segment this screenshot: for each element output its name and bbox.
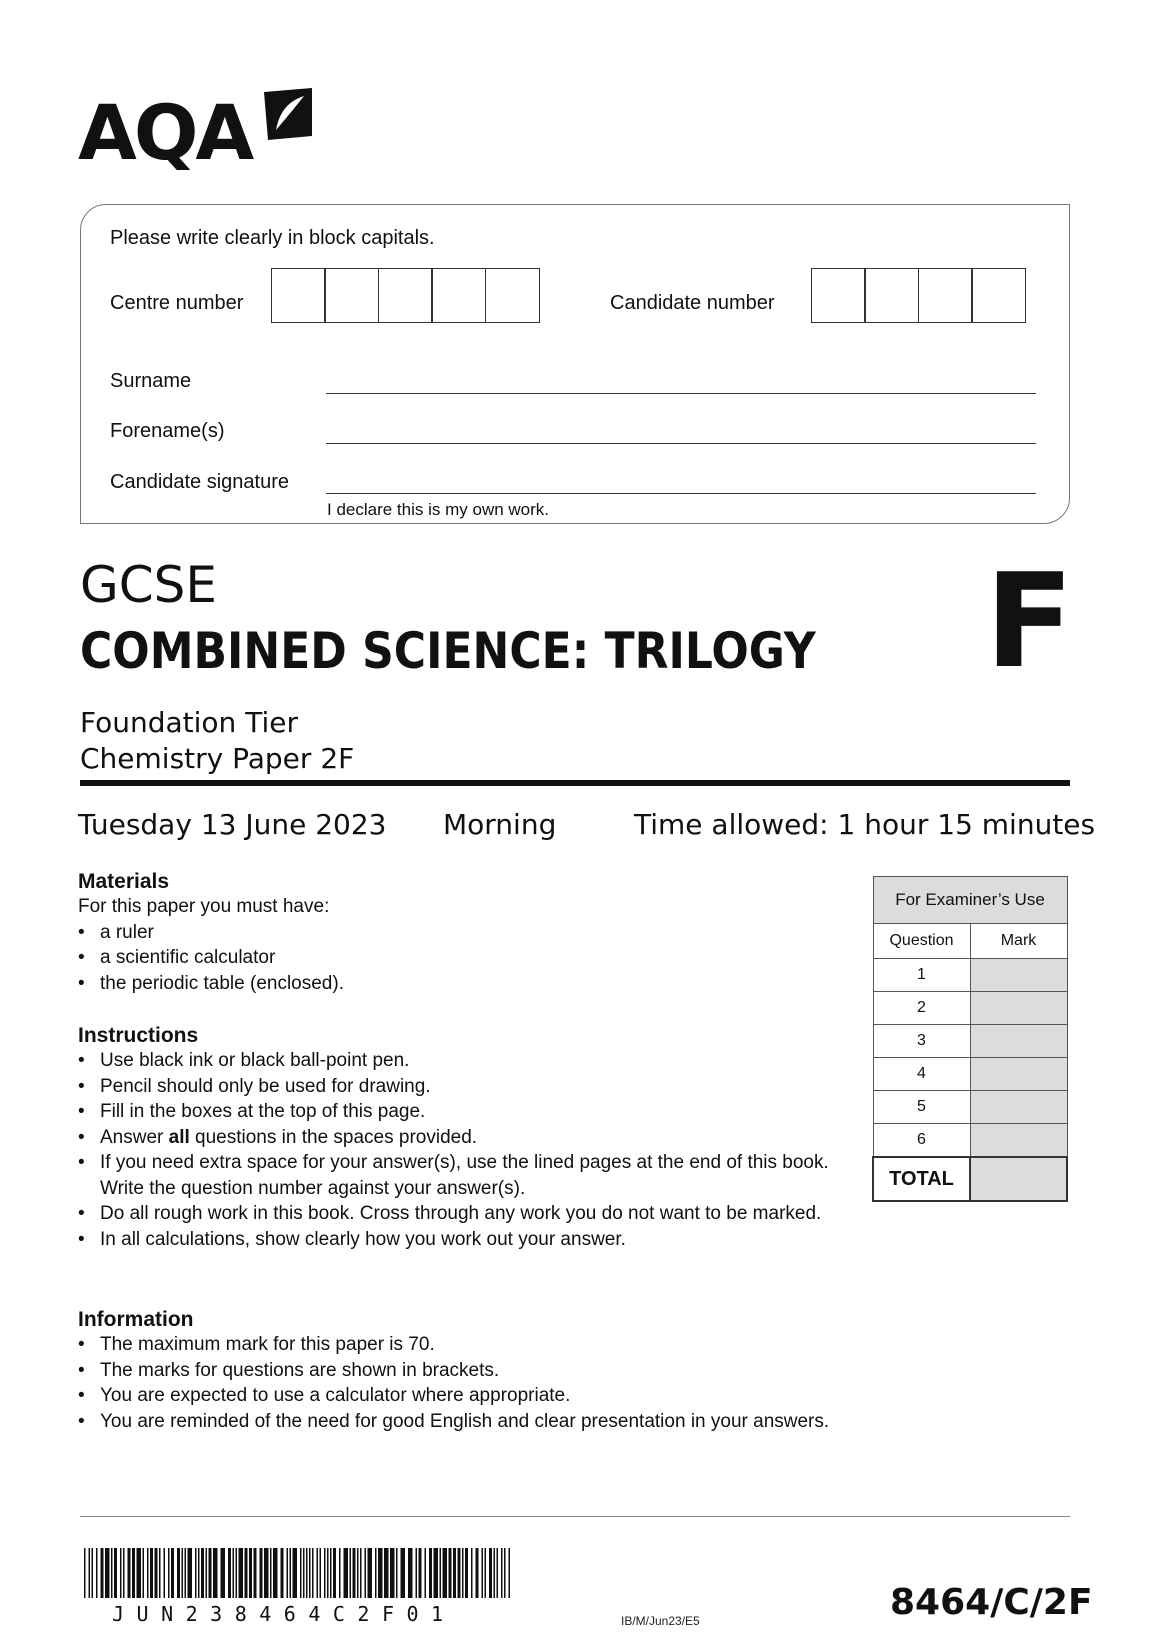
list-item: • In all calculations, show clearly how you work out your answer. xyxy=(78,1227,846,1253)
signature-field[interactable] xyxy=(326,493,1036,494)
table-row xyxy=(873,959,1067,992)
centre-number-boxes[interactable] xyxy=(272,268,540,323)
list-item: • the periodic table (enclosed). xyxy=(78,971,838,997)
subject-title: COMBINED SCIENCE: TRILOGY xyxy=(80,622,816,680)
surname-field[interactable] xyxy=(326,393,1036,394)
question-number: 4 xyxy=(873,1058,970,1091)
list-item: • The marks for questions are shown in brackets. xyxy=(78,1358,978,1384)
materials-intro: For this paper you must have: xyxy=(78,896,330,917)
forenames-label: Forename(s) xyxy=(110,420,225,442)
tier-name: Foundation Tier xyxy=(80,706,298,739)
footer-divider xyxy=(80,1516,1070,1517)
time-allowed: Time allowed: 1 hour 15 minutes xyxy=(634,808,1096,841)
centre-number-box[interactable] xyxy=(485,268,540,323)
candidate-number-box[interactable] xyxy=(811,268,866,323)
question-number: 2 xyxy=(873,992,970,1025)
forenames-field[interactable] xyxy=(326,443,1036,444)
table-row xyxy=(873,1058,1067,1091)
table-row xyxy=(873,1124,1067,1158)
mark-cell xyxy=(970,959,1067,992)
instructions-list xyxy=(78,1048,846,1252)
question-number: 1 xyxy=(873,959,970,992)
list-item: • The maximum mark for this paper is 70. xyxy=(78,1332,978,1358)
total-row xyxy=(873,1157,1067,1201)
exam-date: Tuesday 13 June 2023 xyxy=(78,808,387,841)
centre-number-box[interactable] xyxy=(271,268,326,323)
question-column-header: Question xyxy=(873,924,970,959)
exam-session: Morning xyxy=(443,808,557,841)
declaration-text: I declare this is my own work. xyxy=(327,500,550,519)
total-mark-cell xyxy=(970,1157,1067,1201)
barcode-number: JUN238464C2F01 xyxy=(112,1602,456,1626)
list-item: • a ruler xyxy=(78,920,838,946)
mark-column-header: Mark xyxy=(970,924,1067,959)
mark-cell xyxy=(970,1058,1067,1091)
materials-list xyxy=(78,920,838,997)
centre-number-box[interactable] xyxy=(378,268,433,323)
list-item: • Do all rough work in this book. Cross through any work you do not want to be marked. xyxy=(78,1201,846,1227)
barcode-icon xyxy=(84,1548,514,1606)
materials-section xyxy=(78,870,838,996)
list-item: • You are reminded of the need for good English and clear presentation in your answers. xyxy=(78,1409,978,1435)
mark-cell xyxy=(970,1091,1067,1124)
candidate-number-label: Candidate number xyxy=(610,292,775,314)
list-item: • You are expected to use a calculator where appropriate. xyxy=(78,1383,978,1409)
candidate-number-box[interactable] xyxy=(864,268,919,323)
mark-cell xyxy=(970,1025,1067,1058)
title-divider xyxy=(80,780,1070,786)
document-reference: IB/M/Jun23/E5 xyxy=(621,1614,700,1628)
table-row xyxy=(873,1025,1067,1058)
leaf-icon xyxy=(262,86,316,142)
question-number: 6 xyxy=(873,1124,970,1158)
materials-heading: Materials xyxy=(78,870,170,893)
surname-label: Surname xyxy=(110,370,192,392)
question-number: 5 xyxy=(873,1091,970,1124)
signature-label: Candidate signature xyxy=(110,471,290,493)
list-item: • Fill in the boxes at the top of this page. xyxy=(78,1099,846,1125)
mark-cell xyxy=(970,1124,1067,1158)
qualification-title: GCSE xyxy=(80,556,217,614)
mark-cell xyxy=(970,992,1067,1025)
list-item: • If you need extra space for your answer(s), use the lined pages at the end of this book. Write the question number against your answer(s). xyxy=(78,1150,846,1201)
table-row xyxy=(873,1091,1067,1124)
candidate-number-boxes[interactable] xyxy=(812,268,1026,323)
tier-letter: F xyxy=(985,545,1074,697)
information-list xyxy=(78,1332,978,1434)
centre-number-label: Centre number xyxy=(110,292,244,314)
candidate-number-box[interactable] xyxy=(918,268,973,323)
examiner-table-header: For Examiner’s Use xyxy=(873,877,1067,924)
information-heading: Information xyxy=(78,1308,194,1331)
paper-code: 8464/C/2F xyxy=(890,1582,1093,1623)
examiner-use-table xyxy=(872,876,1068,1202)
centre-number-box[interactable] xyxy=(324,268,379,323)
total-label: TOTAL xyxy=(873,1157,970,1201)
block-capitals-instruction: Please write clearly in block capitals. xyxy=(110,227,435,249)
list-item: • a scientific calculator xyxy=(78,945,838,971)
table-row xyxy=(873,992,1067,1025)
question-number: 3 xyxy=(873,1025,970,1058)
logo-text: AQA xyxy=(78,88,252,177)
centre-number-box[interactable] xyxy=(431,268,486,323)
list-item: • Answer all questions in the spaces provided. xyxy=(78,1125,846,1151)
paper-name: Chemistry Paper 2F xyxy=(80,742,355,775)
candidate-number-box[interactable] xyxy=(971,268,1026,323)
list-item: • Pencil should only be used for drawing. xyxy=(78,1074,846,1100)
information-section xyxy=(78,1308,978,1434)
list-item: • Use black ink or black ball-point pen. xyxy=(78,1048,846,1074)
aqa-logo xyxy=(78,86,338,178)
instructions-section xyxy=(78,1024,846,1252)
instructions-heading: Instructions xyxy=(78,1024,199,1047)
